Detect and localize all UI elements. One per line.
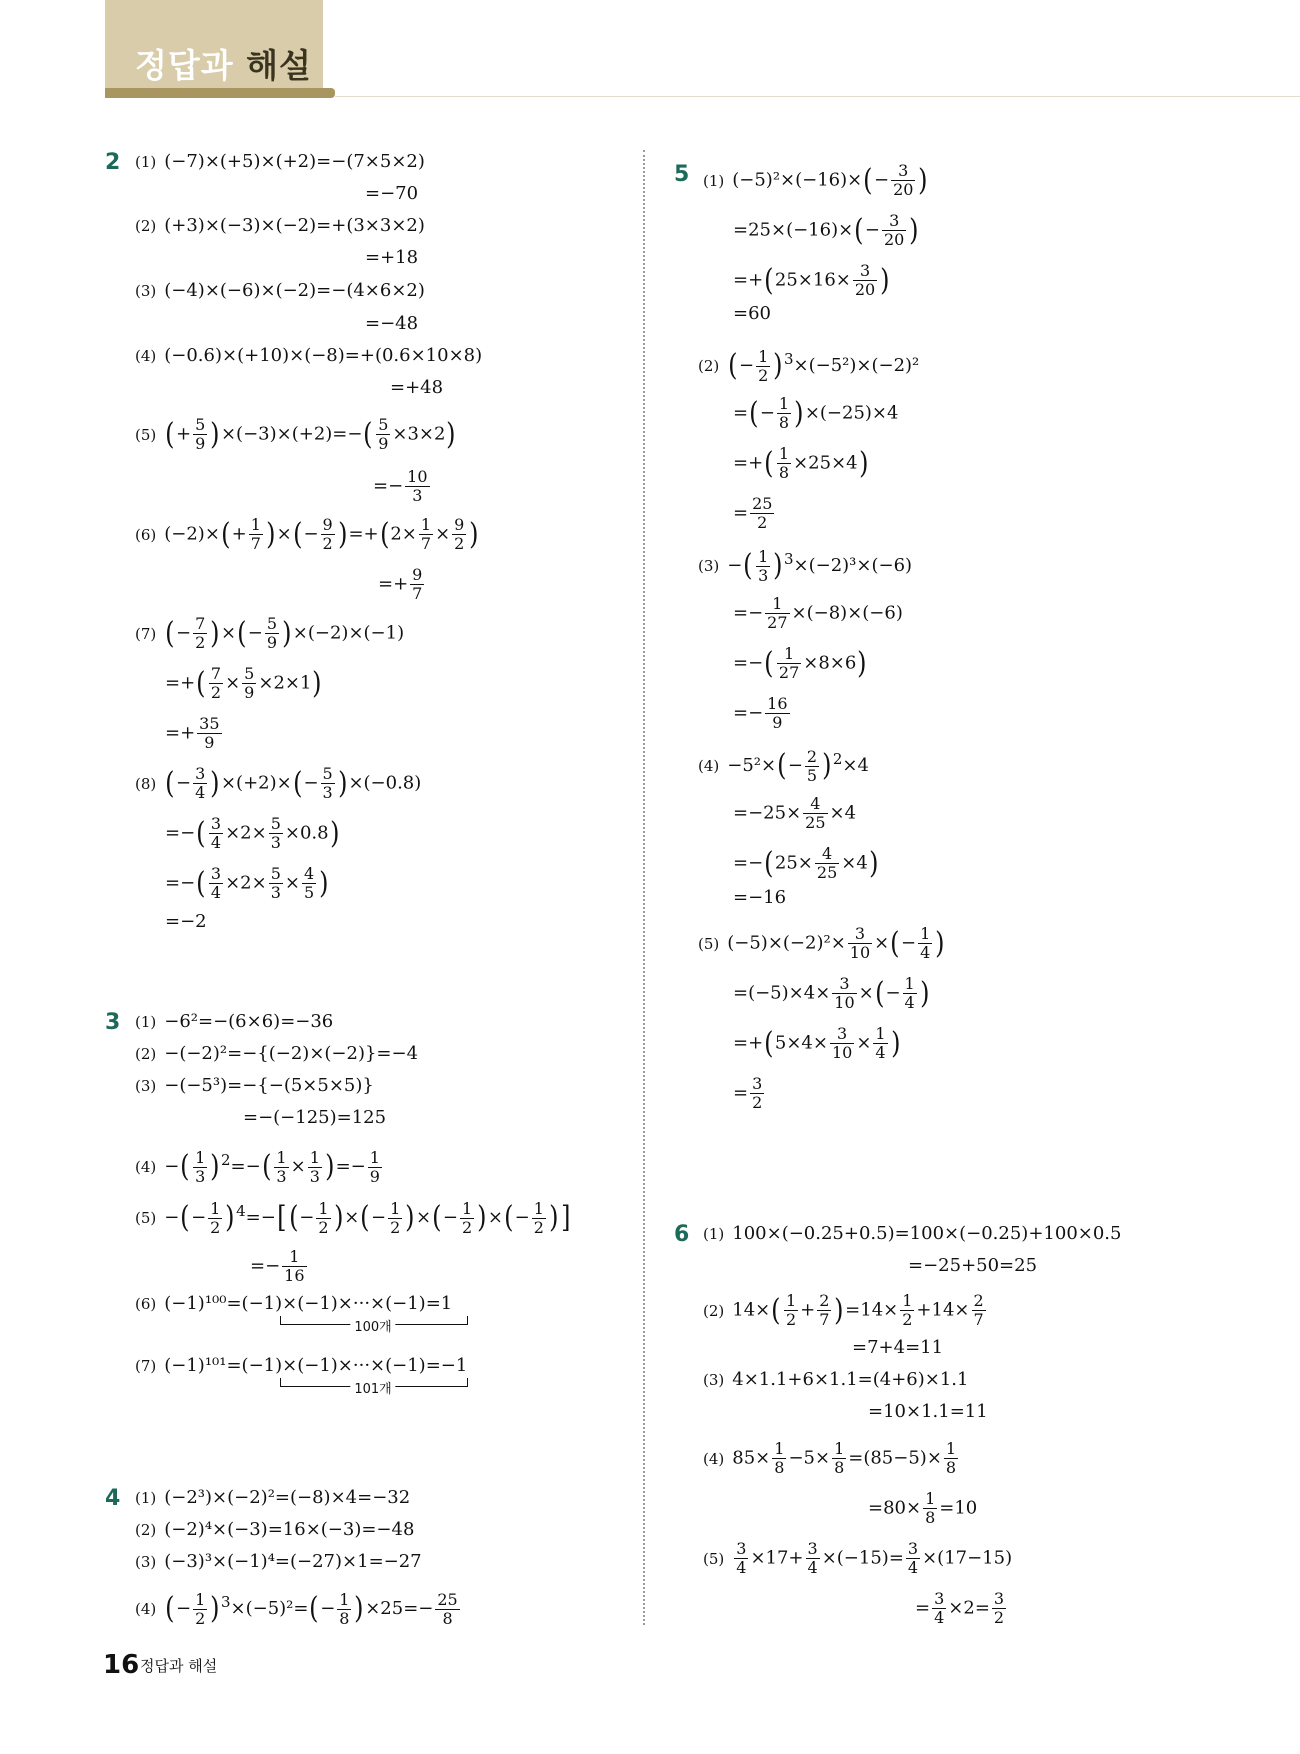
problem-3-number: 3: [105, 1010, 121, 1035]
p3-1: (1) −6²=−(6×6)=−36: [135, 1011, 334, 1032]
p6-5-result: = $\frac{3}{4}$ ×2= $\frac{3}{2}$: [915, 1589, 1005, 1627]
p2-3-result: =−48: [365, 313, 419, 334]
p5-2-result: = $\frac{25}{2}$: [733, 494, 773, 532]
p5-4: (4) −5²×(− $\frac{2}{5}$ )$^2$×4: [698, 746, 869, 785]
p4-2: (2) (−2)⁴×(−3)=16×(−3)=−48: [135, 1519, 415, 1540]
p5-3: (3) −( $\frac{1}{3}$ )$^3$×(−2)³×(−6): [698, 546, 913, 585]
p5-3-step2: =−( $\frac{1}{27}$ ×8×6): [733, 644, 867, 682]
p2-8-step1: =−( $\frac{3}{4}$ ×2× $\frac{5}{3}$ ×0.8): [165, 814, 340, 852]
header-line: [335, 96, 1300, 97]
p6-1: (1) 100×(−0.25+0.5)=100×(−0.25)+100×0.5: [703, 1223, 1122, 1244]
p5-1-result: =60: [733, 303, 771, 324]
p5-4-step1: =−25× $\frac{4}{25}$ ×4: [733, 794, 857, 832]
p2-7-step: =+( $\frac{7}{2}$ × $\frac{5}{9}$ ×2×1): [165, 664, 322, 702]
p5-5: (5) (−5)×(−2)²× $\frac{3}{10}$ ×(− $\frac{1}{4}$ ): [698, 924, 945, 962]
p4-1: (1) (−2³)×(−2)²=(−8)×4=−32: [135, 1487, 411, 1508]
p2-8: (8) (− $\frac{3}{4}$ )×(+2)×(− $\frac{5}{3}$ )×(−0.8): [135, 764, 422, 802]
p2-6-result: =+ $\frac{9}{7}$: [378, 565, 423, 603]
problem-6-number: 6: [674, 1222, 690, 1247]
header-bar: [105, 88, 335, 98]
p6-1-result: =−25+50=25: [908, 1255, 1038, 1276]
p5-2-step1: =(− $\frac{1}{8}$ )×(−25)×4: [733, 394, 899, 432]
p5-1-step1: =25×(−16)×(− $\frac{3}{20}$ ): [733, 211, 919, 249]
p3-7-brace-label: 101개: [350, 1378, 395, 1397]
p5-1: (1) (−5)²×(−16)×(− $\frac{3}{20}$ ): [703, 161, 928, 199]
p3-6: (6) (−1)¹⁰⁰=(−1)×(−1)×···×(−1)=1: [135, 1293, 453, 1314]
p2-3: (3) (−4)×(−6)×(−2)=−(4×6×2): [135, 280, 425, 301]
p2-1-result: =−70: [365, 183, 419, 204]
p5-2-step2: =+( $\frac{1}{8}$ ×25×4): [733, 444, 869, 482]
p6-2: (2) 14×( $\frac{1}{2}$ + $\frac{2}{7}$ )=14× $\frac{1}{2}$ +14× $\frac{2}{7}$: [703, 1291, 984, 1329]
p3-2: (2) −(−2)²=−{(−2)×(−2)}=−4: [135, 1043, 419, 1064]
p5-5-step1: =(−5)×4× $\frac{3}{10}$ ×(− $\frac{1}{4}$ ): [733, 974, 930, 1012]
p6-5: (5) $\frac{3}{4}$ ×17+ $\frac{3}{4}$ ×(−15)= $\frac{3}{4}$ ×(17−15): [703, 1539, 1013, 1577]
column-divider: [643, 150, 645, 1625]
problem-2-number: 2: [105, 150, 121, 175]
header-tab: [105, 0, 323, 88]
p6-2-result: =7+4=11: [852, 1337, 944, 1358]
p2-4-result: =+48: [390, 377, 444, 398]
p3-5-result: =− $\frac{1}{16}$: [250, 1247, 305, 1285]
p3-3-result: =−(−125)=125: [243, 1107, 387, 1128]
p2-4: (4) (−0.6)×(+10)×(−8)=+(0.6×10×8): [135, 345, 483, 366]
p5-3-step1: =− $\frac{1}{27}$ ×(−8)×(−6): [733, 594, 903, 632]
p6-4: (4) 85× $\frac{1}{8}$ −5× $\frac{1}{8}$ =(85−5)× $\frac{1}{8}$: [703, 1439, 957, 1477]
p3-5: (5) −(− $\frac{1}{2}$ )$^4$=−[(− $\frac{1}{2}$ )×(− $\frac{1}{2}$ )×(− $\frac{1}{2}$ )×(− $\frac{1}{2}$ )]: [135, 1198, 571, 1237]
p2-7-result: =+ $\frac{35}{9}$: [165, 714, 220, 752]
p2-1: (1) (−7)×(+5)×(+2)=−(7×5×2): [135, 151, 425, 172]
p5-1-step2: =+(25×16× $\frac{3}{20}$ ): [733, 261, 890, 299]
p5-5-step2: =+(5×4× $\frac{3}{10}$ × $\frac{1}{4}$ ): [733, 1024, 901, 1062]
p2-6: (6) (−2)×(+ $\frac{1}{7}$ )×(− $\frac{9}{2}$ )=+(2× $\frac{1}{7}$ × $\frac{9}{2}$ ): [135, 515, 479, 553]
p5-2: (2) (− $\frac{1}{2}$ )$^3$×(−5²)×(−2)²: [698, 346, 920, 385]
problem-4-number: 4: [105, 1486, 121, 1511]
p2-2-result: =+18: [365, 247, 419, 268]
p4-3: (3) (−3)³×(−1)⁴=(−27)×1=−27: [135, 1551, 422, 1572]
p2-8-step2: =−( $\frac{3}{4}$ ×2× $\frac{5}{3}$ × $\frac{4}{5}$ ): [165, 864, 329, 902]
p5-5-result: = $\frac{3}{2}$: [733, 1074, 763, 1112]
p3-6-brace-label: 100개: [350, 1316, 395, 1335]
p3-4: (4) −( $\frac{1}{3}$ )$^2$=−( $\frac{1}{3}$ × $\frac{1}{3}$ )=− $\frac{1}{9}$: [135, 1147, 380, 1186]
p2-2: (2) (+3)×(−3)×(−2)=+(3×3×2): [135, 215, 425, 236]
page-number: 16: [103, 1650, 140, 1680]
problem-5-number: 5: [674, 162, 690, 187]
p2-5-result: =− $\frac{10}{3}$: [373, 467, 428, 505]
p5-4-step2: =−(25× $\frac{4}{25}$ ×4): [733, 844, 879, 882]
p6-4-result: =80× $\frac{1}{8}$ =10: [868, 1489, 978, 1527]
p6-3-result: =10×1.1=11: [868, 1401, 988, 1422]
p3-7: (7) (−1)¹⁰¹=(−1)×(−1)×···×(−1)=−1: [135, 1355, 468, 1376]
footer-label: 정답과 해설: [140, 1657, 218, 1675]
p5-3-result: =− $\frac{16}{9}$: [733, 694, 788, 732]
p4-4: (4) (− $\frac{1}{2}$ )$^3$×(−5)²=(− $\frac{1}{8}$ )×25=− $\frac{25}{8}$: [135, 1589, 458, 1628]
p3-3: (3) −(−5³)=−{−(5×5×5)}: [135, 1075, 374, 1096]
p2-8-result: =−2: [165, 911, 207, 932]
p5-4-result: =−16: [733, 887, 787, 908]
p6-3: (3) 4×1.1+6×1.1=(4+6)×1.1: [703, 1369, 969, 1390]
page-title: 정답과 해설: [135, 46, 312, 85]
p2-7: (7) (− $\frac{7}{2}$ )×(− $\frac{5}{9}$ )×(−2)×(−1): [135, 614, 405, 652]
p2-5: (5) (+ $\frac{5}{9}$ )×(−3)×(+2)=−( $\frac{5}{9}$ ×3×2): [135, 415, 456, 453]
